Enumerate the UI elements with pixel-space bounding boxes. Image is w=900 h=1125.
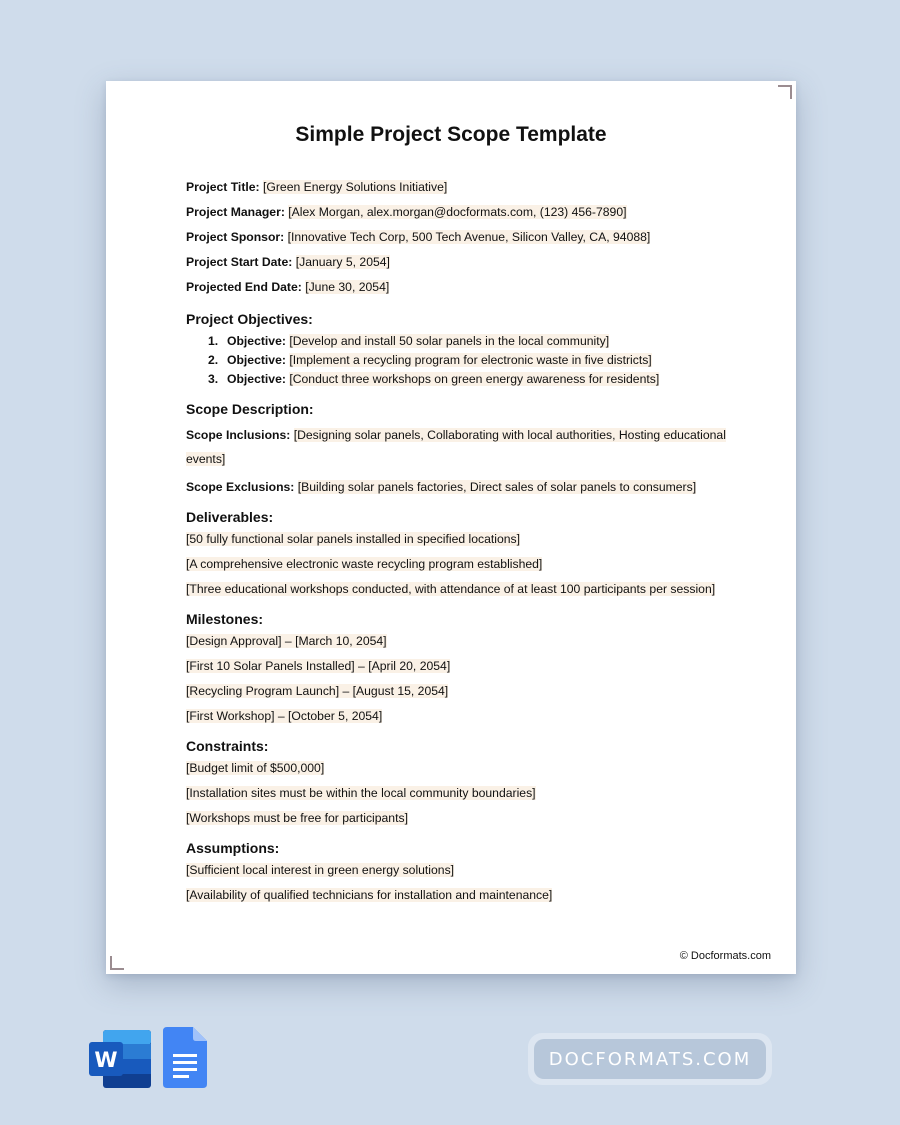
objective-value: [Develop and install 50 solar panels in the local community] (289, 334, 610, 348)
section-heading-assumptions: Assumptions: (186, 840, 280, 856)
field-label: Project Title: (186, 180, 260, 194)
section-heading-constraints: Constraints: (186, 738, 269, 754)
field-project-sponsor (186, 229, 726, 246)
deliverable-item: [50 fully functional solar panels installed in specified locations] (186, 532, 520, 546)
scope-exclusions-value: [Building solar panels factories, Direct sales of solar panels to consumers] (297, 480, 697, 494)
field-project-title (186, 179, 726, 196)
field-end-date (186, 279, 726, 296)
scope-inclusions-label: Scope Inclusions: (186, 428, 291, 442)
list-number: 1. (208, 334, 219, 348)
objective-label: Objective: (227, 372, 286, 386)
field-start-date (186, 254, 726, 271)
field-label: Project Sponsor: (186, 230, 285, 244)
crop-mark-top-right (778, 85, 792, 99)
field-value: [January 5, 2054] (295, 255, 390, 269)
brand-text: DOCFORMATS.COM (534, 1039, 766, 1079)
constraint-item: [Workshops must be free for participants] (186, 811, 408, 825)
milestone-item: [Design Approval] – [March 10, 2054] (186, 634, 387, 648)
list-number: 2. (208, 353, 219, 367)
list-item (186, 371, 726, 388)
deliverable-item: [Three educational workshops conducted, with attendance of at least 100 participants per session] (186, 582, 716, 596)
document-title: Simple Project Scope Template (295, 123, 607, 146)
document-content (186, 179, 726, 912)
field-value: [June 30, 2054] (305, 280, 390, 294)
scope-exclusions-label: Scope Exclusions: (186, 480, 295, 494)
list-item (186, 333, 726, 350)
deliverable-item: [A comprehensive electronic waste recycling program established] (186, 557, 543, 571)
scope-exclusions (186, 479, 726, 496)
document-page (106, 81, 796, 974)
objective-value: [Conduct three workshops on green energy awareness for residents] (289, 372, 660, 386)
assumption-item: [Sufficient local interest in green energy solutions] (186, 863, 455, 877)
assumption-item: [Availability of qualified technicians for installation and maintenance] (186, 888, 553, 902)
objective-value: [Implement a recycling program for electronic waste in five districts] (289, 353, 652, 367)
field-value: [Green Energy Solutions Initiative] (263, 180, 448, 194)
svg-text:W: W (94, 1048, 118, 1072)
milestone-item: [First Workshop] – [October 5, 2054] (186, 709, 383, 723)
constraint-item: [Budget limit of $500,000] (186, 761, 325, 775)
scope-inclusions-value: [Designing solar panels, Collaborating with local authorities, Hosting educational events] (186, 428, 726, 466)
list-item (186, 352, 726, 369)
field-label: Projected End Date: (186, 280, 302, 294)
section-heading-scope: Scope Description: (186, 401, 314, 417)
section-heading-milestones: Milestones: (186, 611, 264, 627)
objectives-list (186, 333, 726, 388)
section-heading-objectives: Project Objectives: (186, 311, 313, 327)
milestone-item: [Recycling Program Launch] – [August 15, 2054] (186, 684, 449, 698)
section-heading-deliverables: Deliverables: (186, 509, 274, 525)
field-value: [Alex Morgan, alex.morgan@docformats.com, (123) 456-7890] (288, 205, 627, 219)
brand-badge[interactable] (528, 1033, 772, 1085)
list-number: 3. (208, 372, 219, 386)
field-label: Project Manager: (186, 205, 285, 219)
crop-mark-bottom-left (110, 956, 124, 970)
scope-inclusions (186, 423, 726, 471)
milestone-item: [First 10 Solar Panels Installed] – [April 20, 2054] (186, 659, 451, 673)
objective-label: Objective: (227, 353, 286, 367)
microsoft-word-icon[interactable] (89, 1030, 151, 1088)
field-project-manager (186, 204, 726, 221)
field-label: Project Start Date: (186, 255, 293, 269)
constraint-item: [Installation sites must be within the local community boundaries] (186, 786, 536, 800)
field-value: [Innovative Tech Corp, 500 Tech Avenue, Silicon Valley, CA, 94088] (287, 230, 651, 244)
google-docs-icon[interactable] (163, 1027, 207, 1088)
copyright-text: © Docformats.com (679, 950, 771, 962)
objective-label: Objective: (227, 334, 286, 348)
